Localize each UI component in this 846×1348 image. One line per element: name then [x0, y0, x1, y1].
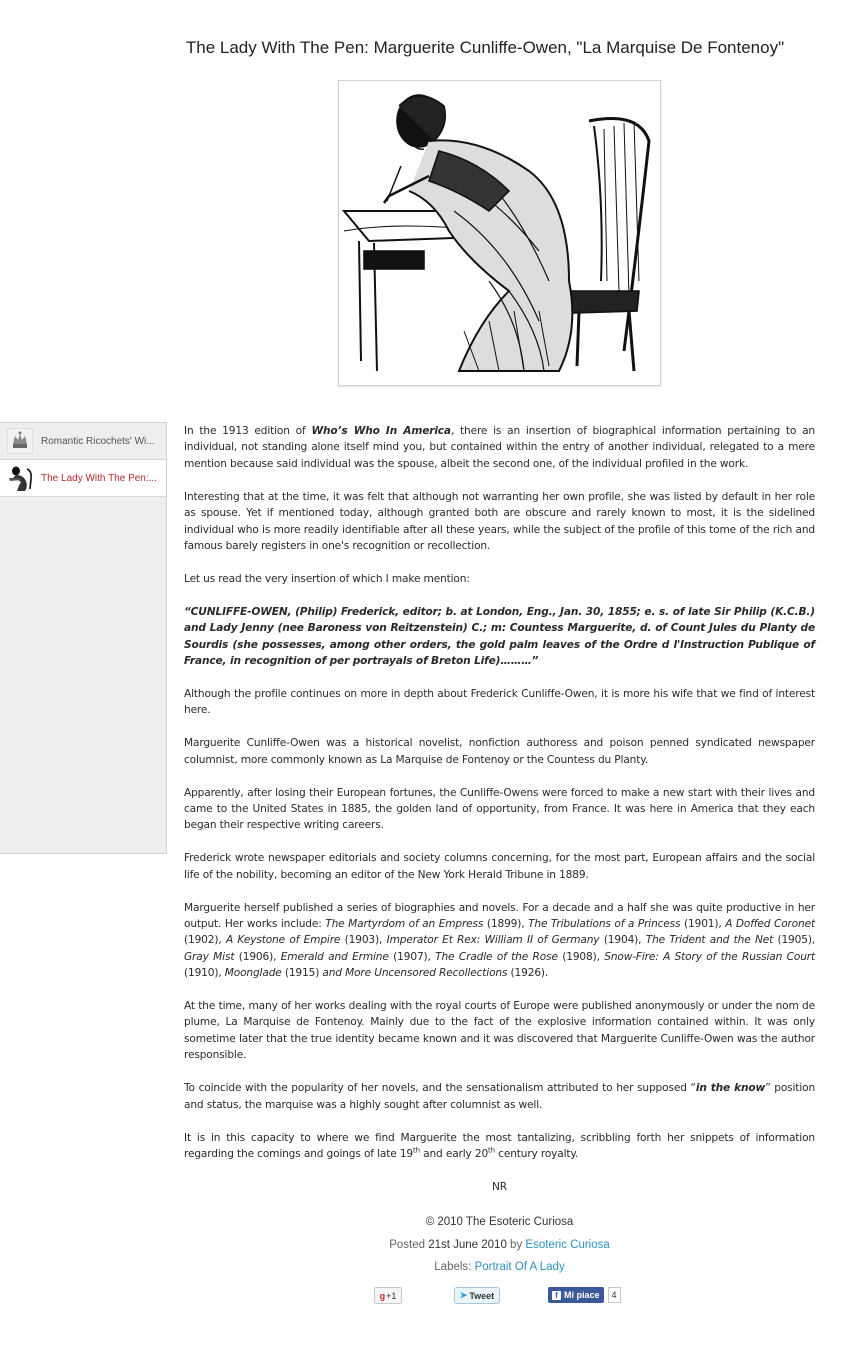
book-title: The Cradle of the Rose — [435, 950, 558, 963]
paragraph: Apparently, after losing their European fortunes, the Cunliffe-Owens were forced to make a new start with their lives and came to the United States in 1885, the golden land of opportunity, from France. It was here in America that they each began their respective writing careers. — [184, 786, 815, 832]
post-meta — [184, 1239, 815, 1251]
text: century royalty. — [494, 1147, 579, 1160]
book-title: The Tribulations of a Princess — [528, 917, 681, 930]
gplus-label: +1 — [386, 1290, 397, 1301]
book-title: Moonglade — [224, 967, 282, 980]
text: (1908), — [557, 950, 605, 963]
paragraph: Although the profile continues on more in depth about Frederick Cunliffe-Owen, it is more his wife that we find of interest here. — [184, 687, 815, 717]
posted-by: by — [506, 1239, 526, 1251]
post-title: The Lady With The Pen: Marguerite Cunliffe-Owen, "La Marquise De Fontenoy" — [185, 38, 785, 57]
text: (1901), — [680, 917, 726, 930]
crest-thumbnail-icon — [7, 428, 33, 454]
paragraph — [184, 1080, 815, 1113]
text: (1910), — [184, 967, 225, 980]
paragraph: Let us read the very insertion of which I make mention: — [184, 572, 470, 585]
quote-paragraph — [184, 604, 815, 670]
facebook-like-button[interactable] — [548, 1287, 621, 1303]
book-title: Snow-Fire: A Story of the Russian Court — [604, 950, 815, 963]
copyright: © 2010 The Esoteric Curiosa — [425, 1216, 574, 1228]
text: (1904), — [599, 934, 646, 947]
book-title: and More Uncensored Recollections — [322, 967, 508, 980]
tweet-label: Tweet — [469, 1290, 495, 1301]
book-title: Imperator Et Rex: William II of Germany — [386, 934, 600, 947]
sidebar-item-romantic-ricochets[interactable] — [0, 423, 166, 460]
superscript: th — [488, 1146, 495, 1155]
works-paragraph — [184, 900, 815, 982]
text: (1905), — [773, 934, 816, 947]
posted-prefix: Posted — [389, 1239, 429, 1251]
paragraph: At the time, many of her works dealing with the royal courts of Europe were published anonymously or under the nom de plume, La Marquise de Fontenoy. Mainly due to the fact of the explosive information contained within. It was only sometime later that the true identity became known and it was discovered that Marguerite Cunliffe-Owen was the author responsible. — [184, 1000, 815, 1062]
text: (1902), — [184, 934, 226, 947]
book-title: A Doffed Coronet — [725, 917, 815, 930]
sidebar-item-label: The Lady With The Pen:... — [41, 472, 157, 484]
like-main[interactable] — [548, 1287, 604, 1303]
text: To coincide with the popularity of her novels, and the sensationalism attributed to her supposed “ — [184, 1082, 696, 1095]
text: ” position and status, the marquise was a highly sought after columnist as well. — [184, 1082, 816, 1111]
post-labels — [184, 1261, 815, 1273]
tweet-button[interactable] — [454, 1287, 500, 1304]
text: It is in this capacity to where we find Marguerite the most tantalizing, scribbling forth her snippets of information regarding the comings and goings of late 19 — [184, 1131, 815, 1160]
book-title: Emerald and Ermine — [280, 950, 389, 963]
text: (1906), — [234, 950, 281, 963]
author-link[interactable]: Esoteric Curiosa — [525, 1239, 610, 1251]
signature: NR — [492, 1180, 507, 1193]
text: , there is an insertion of biographical information pertaining to an individual, not standing alone itself mind you, but contained within the entry of another individual, relegated to a mere mention because said individual was the spouse, albeit the second one, of the individual profiled in the work. — [184, 425, 815, 470]
text: (1907), — [388, 950, 436, 963]
labels-prefix: Labels: — [434, 1261, 475, 1273]
quote-text: “CUNLIFFE-OWEN, (Philip) Frederick, editor; b. at London, Eng., Jan. 30, 1855; e. s. of late Sir Philip (K.C.B.) and Lady Jenny (nee Baroness von Reitzenstein) C.; m: Countess Marguerite, d. of Count Jules du Planty de Sourdis (she possesses, among other orders, the gold palm leaves of the Ordre d l'Instruction Publique of France, in recognition of per portrayals of Breton Life)………” — [184, 605, 815, 667]
paragraph — [184, 1130, 815, 1163]
text: (1926). — [507, 967, 549, 980]
like-count: 4 — [608, 1287, 621, 1303]
paragraph: Frederick wrote newspaper editorials and society columns concerning, for the most part, European affairs and the social life of the nobility, becoming an editor of the New York Herald Tribune in 1889. — [184, 852, 815, 881]
book-title: The Martyrdom of an Empress — [325, 917, 484, 930]
facebook-icon: f — [552, 1291, 561, 1300]
lady-writing-thumbnail-icon — [7, 465, 33, 491]
text: Marguerite herself published a series of biographies and novels. For a decade and a half she was quite productive in her output. Her works include: — [184, 901, 815, 930]
sidebar-item-lady-with-the-pen[interactable] — [0, 460, 166, 497]
sidebar-item-label: Romantic Ricochets' Wi... — [41, 435, 155, 447]
text: and early 20 — [419, 1147, 489, 1160]
emphasis: in the know — [695, 1082, 766, 1095]
gplus-icon: g — [379, 1290, 386, 1301]
paragraph: Interesting that at the time, it was felt that although not warranting her own profile, she was listed by default in her role as spouse. Yet if mentioned today, although granted both are obscure and rarely known to most, it is the sidelined individual who is more readily identifiable after all these years, while the subject of the profile of this tome of the rich and famous barely registers in one's recognition or recollection. — [184, 490, 815, 552]
book-title: The Trident and the Net — [645, 934, 774, 947]
book-title: Gray Mist — [184, 950, 235, 963]
twitter-bird-icon: ➤ — [459, 1290, 468, 1300]
text: In the 1913 edition of — [184, 425, 312, 437]
gplus-button[interactable] — [374, 1287, 402, 1304]
label-link[interactable]: Portrait Of A Lady — [474, 1261, 565, 1273]
like-label: Mi piace — [564, 1290, 600, 1300]
paragraph: Marguerite Cunliffe-Owen was a historical novelist, nonfiction authoress and poison penned syndicated newspaper columnist, more commonly known as La Marquise de Fontenoy or the Countess du Planty. — [184, 737, 815, 766]
lady-writing-illustration — [339, 81, 660, 385]
post-date[interactable]: 21st June 2010 — [428, 1239, 507, 1251]
post-body — [184, 423, 815, 1212]
text: (1899), — [483, 917, 529, 930]
text: (1915) — [281, 967, 323, 980]
book-title: A Keystone of Empire — [225, 934, 341, 947]
post-illustration — [338, 80, 661, 386]
book-title: Who’s Who In America — [311, 425, 451, 437]
text: (1903), — [340, 934, 387, 947]
sidebar — [0, 422, 167, 854]
paragraph — [184, 423, 815, 472]
superscript: th — [413, 1146, 420, 1155]
